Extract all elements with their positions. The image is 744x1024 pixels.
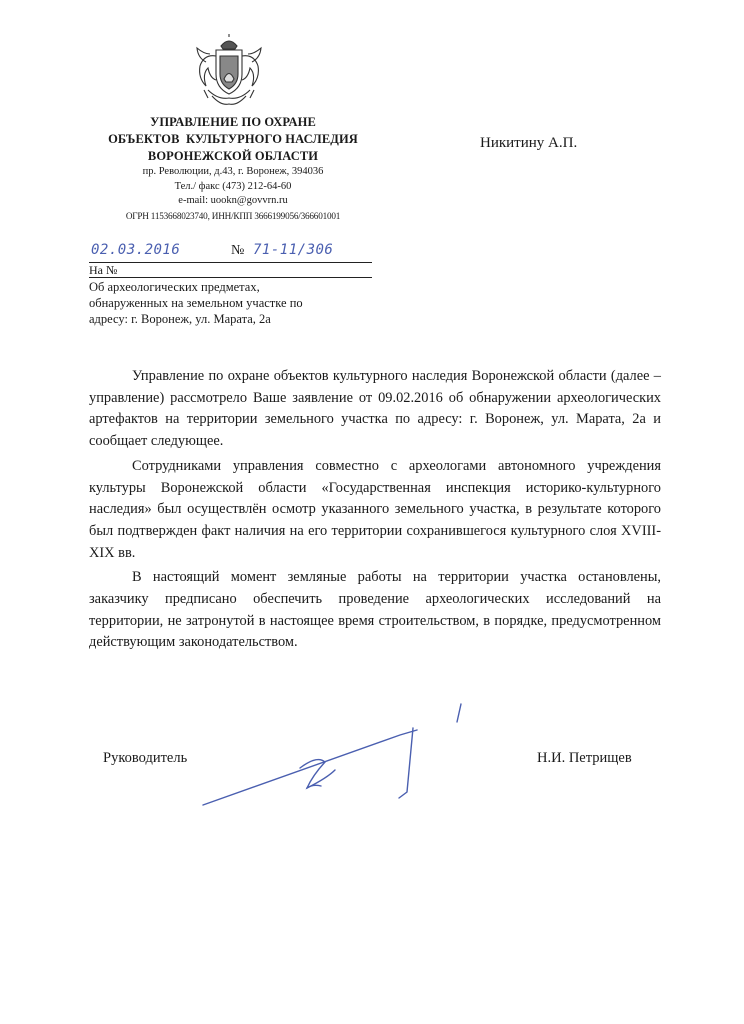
subject-line-1: Об археологических предметах, <box>89 280 260 294</box>
org-name-line-2: ОБЪЕКТОВ КУЛЬТУРНОГО НАСЛЕДИЯ <box>108 132 358 146</box>
body-paragraph-1: Управление по охране объектов культурного наследия Воронежской области (далее – управление) рассмотрело Ваше заявление от 09.02.2016 об обнаружении археологических артефактов на территории земельного участка по адресу: г. Воронеж, ул. Марата, 2а и сообщает следующее. <box>89 368 661 450</box>
org-address: пр. Революции, д.43, г. Воронеж, 394036 <box>142 166 324 177</box>
org-ogrn: ОГРН 1153668023740, ИНН/КПП 3666199056/366601001 <box>125 210 341 221</box>
org-email: e-mail: uookn@govvrn.ru <box>178 195 288 206</box>
org-name-line-1: УПРАВЛЕНИЕ ПО ОХРАНЕ <box>150 115 316 129</box>
signatory-title: Руководитель <box>103 750 188 766</box>
registration-date: 02.03.2016 <box>91 242 181 258</box>
addressee: Никитину А.П. <box>480 135 578 151</box>
coat-of-arms-icon <box>194 34 264 108</box>
organization-name <box>72 114 394 165</box>
org-phone: Тел./ факс (473) 212-64-60 <box>174 180 292 192</box>
organization-contacts <box>72 165 394 223</box>
body-paragraph-3: В настоящий момент земляные работы на территории участка остановлены, заказчику предписано обеспечить проведение археологических исследований на территории, не затронутой в настоящее время строительством, в порядке, предусмотренном действующим законодательством. <box>89 569 661 651</box>
subject-line-3: адресу: г. Воронеж, ул. Марата, 2а <box>89 312 271 326</box>
letter-body <box>89 366 661 654</box>
body-paragraph-2: Сотрудниками управления совместно с археологами автономного учреждения культуры Воронежской области «Государственная инспекция историко-культурного наследия» был осуществлён осмотр указанного земельного участка, в результате которого был подтвержден факт наличия на его территории сохранившегося культурного слоя XVIII-XIX вв. <box>89 457 661 561</box>
org-name-line-3: ВОРОНЕЖСКОЙ ОБЛАСТИ <box>147 149 319 163</box>
registration-number: 71-11/306 <box>253 242 334 258</box>
subject-line-2: обнаруженных на земельном участке по <box>89 296 303 310</box>
registration-line <box>89 244 372 263</box>
letter-subject <box>89 279 379 327</box>
signatory-name: Н.И. Петрищев <box>537 750 632 766</box>
reply-to-line <box>89 263 372 278</box>
reply-to-label: На № <box>89 263 118 277</box>
handwritten-signature-icon <box>195 700 475 812</box>
registration-number-sign: № <box>231 243 245 258</box>
